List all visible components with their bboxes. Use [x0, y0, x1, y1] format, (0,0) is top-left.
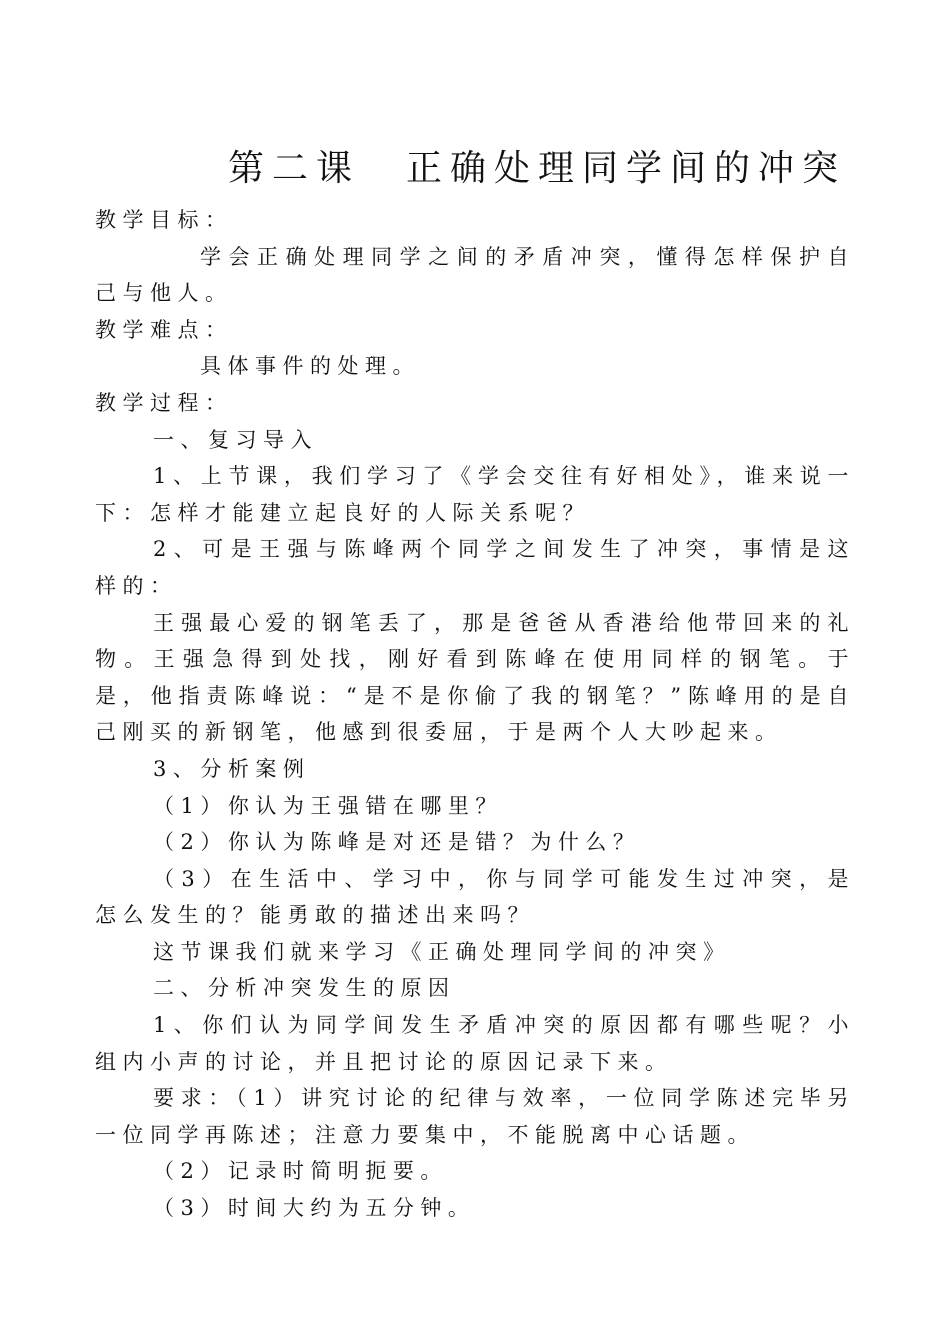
paragraph: 教学难点： — [95, 317, 233, 342]
paragraph: 一、复习导入 — [153, 427, 318, 452]
lesson-body — [95, 202, 855, 1227]
paragraph: 具体事件的处理。 — [200, 354, 420, 379]
lesson-number: 第二课 — [228, 148, 361, 189]
paragraph: （3）在生活中、学习中，你与同学可能发生过冲突，是怎么发生的？能勇敢的描述出来吗？ — [95, 866, 855, 928]
paragraph: （1）你认为王强错在哪里？ — [153, 793, 503, 818]
paragraph: 2、可是王强与陈峰两个同学之间发生了冲突，事情是这样的： — [95, 537, 855, 598]
lesson-topic: 正确处理同学间的冲突 — [406, 148, 847, 189]
paragraph: 这节课我们就来学习《正确处理同学间的冲突》 — [153, 939, 731, 964]
paragraph: 王强最心爱的钢笔丢了，那是爸爸从香港给他带回来的礼物。王强急得到处找，刚好看到陈峰在使用同样的钢笔。于是，他指责陈峰说：“是不是你偷了我的钢笔？”陈峰用的是自己刚买的新钢笔，他感到很委屈，于是两个人大吵起来。 — [95, 610, 855, 745]
paragraph: （3）时间大约为五分钟。 — [153, 1196, 476, 1221]
paragraph: 1、上节课，我们学习了《学会交往有好相处》，谁来说一下：怎样才能建立起良好的人际关系呢？ — [95, 464, 855, 525]
paragraph: 3、分析案例 — [153, 756, 311, 781]
paragraph: 1、你们认为同学间发生矛盾冲突的原因都有哪些呢？小组内小声的讨论，并且把讨论的原因记录下来。 — [95, 1013, 855, 1074]
paragraph: （2）记录时简明扼要。 — [153, 1159, 448, 1184]
paragraph: （2）你认为陈峰是对还是错？为什么？ — [153, 830, 641, 855]
paragraph: 教学过程： — [95, 390, 233, 415]
paragraph: 教学目标： — [95, 208, 233, 232]
paragraph: 学会正确处理同学之间的矛盾冲突，懂得怎样保护自己与他人。 — [95, 244, 855, 306]
paragraph: 二、分析冲突发生的原因 — [153, 976, 456, 1001]
lesson-title — [228, 146, 868, 192]
paragraph: 要求：（1）讲究讨论的纪律与效率，一位同学陈述完毕另一位同学再陈述；注意力要集中，不能脱离中心话题。 — [95, 1086, 855, 1147]
